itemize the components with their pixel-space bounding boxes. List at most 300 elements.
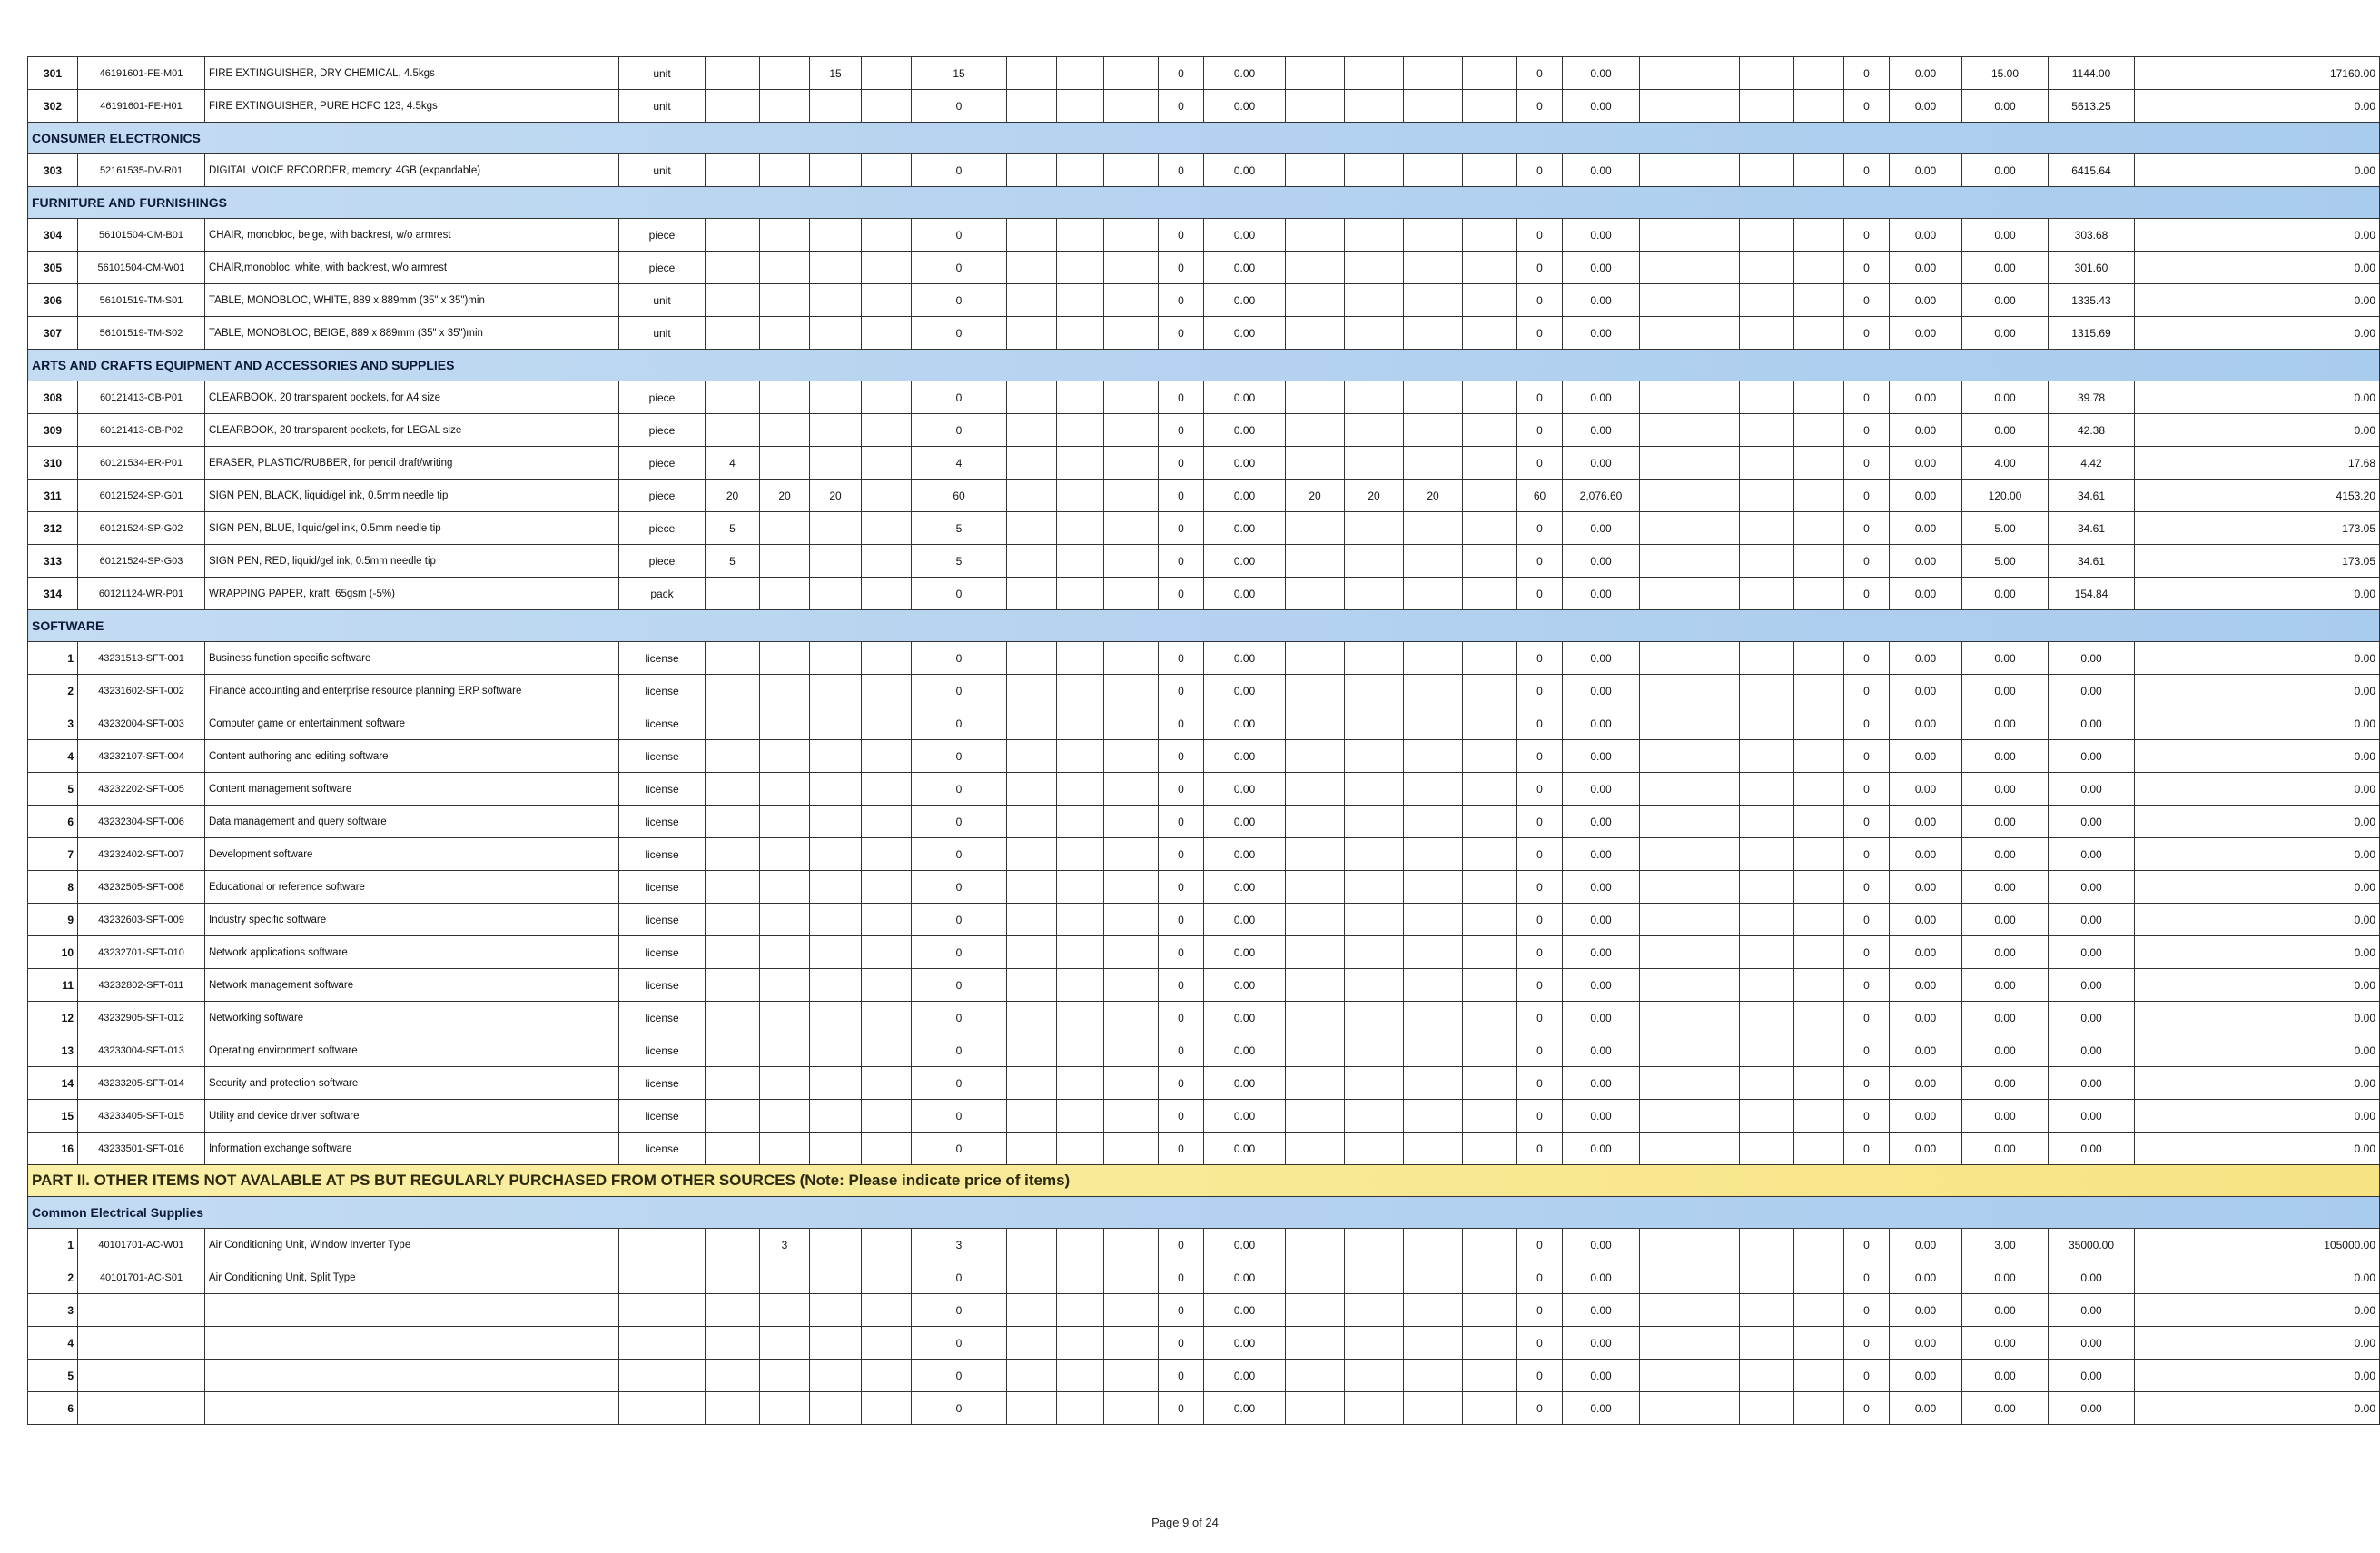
table-row <box>28 1392 2380 1425</box>
cell-b1: 0.00 <box>1204 317 1286 350</box>
cell-code: 43232802-SFT-011 <box>78 969 205 1002</box>
cell-code: 60121124-WR-P01 <box>78 578 205 610</box>
cell-t1: 0 <box>912 1392 1007 1425</box>
cell-q3 <box>810 1294 862 1327</box>
cell-t3: 0 <box>1517 414 1563 447</box>
cell-q2 <box>760 1261 810 1294</box>
cell-b4: 0.00 <box>1890 1100 1962 1133</box>
cell-r1: 0 <box>1159 447 1204 480</box>
table-row <box>28 1034 2380 1067</box>
cell-qty: 0.00 <box>1962 1392 2049 1425</box>
cell-t1: 0 <box>912 317 1007 350</box>
cell-q2 <box>760 219 810 252</box>
cell-unit <box>619 1392 706 1425</box>
cell-q6 <box>1345 740 1404 773</box>
cell-x5 <box>1694 252 1740 284</box>
cell-q1 <box>706 740 760 773</box>
cell-q6 <box>1345 57 1404 90</box>
cell-unit <box>619 1360 706 1392</box>
cell-x5 <box>1694 1360 1740 1392</box>
cell-code: 40101701-AC-S01 <box>78 1261 205 1294</box>
cell-r1: 0 <box>1159 1133 1204 1165</box>
cell-x5 <box>1694 512 1740 545</box>
cell-q5 <box>1286 578 1345 610</box>
cell-b1: 0.00 <box>1204 57 1286 90</box>
cell-q1 <box>706 675 760 707</box>
cell-t4: 0 <box>1844 773 1890 806</box>
cell-q8 <box>1463 252 1517 284</box>
cell-b4: 0.00 <box>1890 1229 1962 1261</box>
cell-q1 <box>706 90 760 123</box>
cell-q8 <box>1463 219 1517 252</box>
cell-t4: 0 <box>1844 90 1890 123</box>
cell-q4 <box>862 252 912 284</box>
cell-x5 <box>1694 936 1740 969</box>
cell-x7 <box>1794 904 1844 936</box>
cell-t1: 60 <box>912 480 1007 512</box>
cell-unit: license <box>619 1100 706 1133</box>
table-row <box>28 1067 2380 1100</box>
cell-x4 <box>1640 512 1694 545</box>
cell-x7 <box>1794 1360 1844 1392</box>
cell-x1 <box>1007 707 1057 740</box>
cell-x6 <box>1740 90 1794 123</box>
cell-t4: 0 <box>1844 414 1890 447</box>
cell-x6 <box>1740 1229 1794 1261</box>
cell-total: 0.00 <box>2135 90 2380 123</box>
cell-price: 0.00 <box>2049 1100 2135 1133</box>
cell-b4: 0.00 <box>1890 707 1962 740</box>
cell-unit: piece <box>619 447 706 480</box>
table-row <box>28 545 2380 578</box>
cell-q6 <box>1345 707 1404 740</box>
cell-qty: 0.00 <box>1962 707 2049 740</box>
table-row <box>28 806 2380 838</box>
cell-x2 <box>1057 1067 1104 1100</box>
table-row <box>28 838 2380 871</box>
cell-code: 43231602-SFT-002 <box>78 675 205 707</box>
cell-t3: 0 <box>1517 1100 1563 1133</box>
cell-x5 <box>1694 447 1740 480</box>
cell-total: 0.00 <box>2135 675 2380 707</box>
cell-q1 <box>706 838 760 871</box>
cell-unit: piece <box>619 512 706 545</box>
cell-x3 <box>1104 154 1159 187</box>
cell-q6 <box>1345 1133 1404 1165</box>
cell-q7 <box>1404 1294 1463 1327</box>
cell-x5 <box>1694 838 1740 871</box>
cell-q3 <box>810 936 862 969</box>
cell-desc: Air Conditioning Unit, Split Type <box>205 1261 619 1294</box>
cell-no: 303 <box>28 154 78 187</box>
cell-t4: 0 <box>1844 1002 1890 1034</box>
cell-no: 301 <box>28 57 78 90</box>
cell-t4: 0 <box>1844 838 1890 871</box>
cell-t1: 0 <box>912 414 1007 447</box>
cell-x2 <box>1057 1229 1104 1261</box>
cell-desc: Networking software <box>205 1002 619 1034</box>
cell-unit: license <box>619 936 706 969</box>
cell-q8 <box>1463 969 1517 1002</box>
cell-price: 6415.64 <box>2049 154 2135 187</box>
cell-total: 0.00 <box>2135 317 2380 350</box>
cell-b4: 0.00 <box>1890 252 1962 284</box>
cell-q4 <box>862 1360 912 1392</box>
cell-t4: 0 <box>1844 545 1890 578</box>
table-row <box>28 1327 2380 1360</box>
cell-q1 <box>706 1360 760 1392</box>
cell-x6 <box>1740 642 1794 675</box>
cell-b3: 0.00 <box>1563 1067 1640 1100</box>
cell-x7 <box>1794 578 1844 610</box>
cell-total: 0.00 <box>2135 740 2380 773</box>
table-row <box>28 740 2380 773</box>
cell-q1 <box>706 1327 760 1360</box>
cell-x1 <box>1007 1002 1057 1034</box>
cell-q2 <box>760 1327 810 1360</box>
cell-q3 <box>810 838 862 871</box>
cell-price: 0.00 <box>2049 1360 2135 1392</box>
category-label: CONSUMER ELECTRONICS <box>28 123 2380 154</box>
cell-x4 <box>1640 219 1694 252</box>
cell-unit: pack <box>619 578 706 610</box>
cell-q2 <box>760 904 810 936</box>
cell-q5 <box>1286 740 1345 773</box>
cell-x2 <box>1057 904 1104 936</box>
cell-b1: 0.00 <box>1204 675 1286 707</box>
table-row <box>28 57 2380 90</box>
cell-x1 <box>1007 512 1057 545</box>
cell-x5 <box>1694 90 1740 123</box>
cell-q4 <box>862 1392 912 1425</box>
cell-q6 <box>1345 381 1404 414</box>
cell-q4 <box>862 707 912 740</box>
cell-code: 43231513-SFT-001 <box>78 642 205 675</box>
cell-q6 <box>1345 1229 1404 1261</box>
cell-x2 <box>1057 773 1104 806</box>
cell-q2 <box>760 936 810 969</box>
cell-b1: 0.00 <box>1204 871 1286 904</box>
cell-x6 <box>1740 871 1794 904</box>
cell-t4: 0 <box>1844 740 1890 773</box>
cell-t3: 0 <box>1517 447 1563 480</box>
cell-q7 <box>1404 57 1463 90</box>
cell-x1 <box>1007 578 1057 610</box>
cell-x2 <box>1057 317 1104 350</box>
cell-q8 <box>1463 381 1517 414</box>
cell-t4: 0 <box>1844 936 1890 969</box>
table-row <box>28 1294 2380 1327</box>
cell-price: 0.00 <box>2049 969 2135 1002</box>
cell-x4 <box>1640 773 1694 806</box>
cell-b1: 0.00 <box>1204 838 1286 871</box>
cell-qty: 0.00 <box>1962 1294 2049 1327</box>
cell-q6 <box>1345 1294 1404 1327</box>
cell-q4 <box>862 480 912 512</box>
cell-r1: 0 <box>1159 90 1204 123</box>
cell-q3 <box>810 707 862 740</box>
cell-no: 9 <box>28 904 78 936</box>
cell-no: 8 <box>28 871 78 904</box>
cell-t3: 0 <box>1517 317 1563 350</box>
cell-x3 <box>1104 414 1159 447</box>
cell-b4: 0.00 <box>1890 642 1962 675</box>
cell-x7 <box>1794 317 1844 350</box>
cell-x3 <box>1104 1392 1159 1425</box>
cell-x1 <box>1007 284 1057 317</box>
cell-x4 <box>1640 1034 1694 1067</box>
cell-price: 34.61 <box>2049 512 2135 545</box>
cell-q3 <box>810 447 862 480</box>
cell-t1: 0 <box>912 381 1007 414</box>
cell-x7 <box>1794 740 1844 773</box>
cell-q8 <box>1463 675 1517 707</box>
cell-unit: piece <box>619 480 706 512</box>
cell-no: 310 <box>28 447 78 480</box>
cell-x3 <box>1104 317 1159 350</box>
cell-x5 <box>1694 480 1740 512</box>
cell-r1: 0 <box>1159 1100 1204 1133</box>
cell-q1 <box>706 806 760 838</box>
cell-desc: Content authoring and editing software <box>205 740 619 773</box>
cell-x4 <box>1640 414 1694 447</box>
cell-x3 <box>1104 284 1159 317</box>
cell-x3 <box>1104 1261 1159 1294</box>
cell-unit <box>619 1327 706 1360</box>
cell-x2 <box>1057 642 1104 675</box>
cell-x6 <box>1740 578 1794 610</box>
cell-q3 <box>810 773 862 806</box>
cell-unit: license <box>619 1067 706 1100</box>
cell-t3: 0 <box>1517 1261 1563 1294</box>
cell-t3: 0 <box>1517 707 1563 740</box>
cell-q7 <box>1404 317 1463 350</box>
cell-b1: 0.00 <box>1204 969 1286 1002</box>
cell-desc <box>205 1327 619 1360</box>
cell-x7 <box>1794 381 1844 414</box>
cell-q5 <box>1286 284 1345 317</box>
cell-desc: Network applications software <box>205 936 619 969</box>
cell-r1: 0 <box>1159 969 1204 1002</box>
cell-q1 <box>706 1100 760 1133</box>
cell-q8 <box>1463 480 1517 512</box>
cell-no: 312 <box>28 512 78 545</box>
cell-q7 <box>1404 969 1463 1002</box>
cell-q3 <box>810 219 862 252</box>
cell-q6 <box>1345 414 1404 447</box>
cell-b3: 0.00 <box>1563 707 1640 740</box>
cell-x1 <box>1007 447 1057 480</box>
cell-x7 <box>1794 1133 1844 1165</box>
cell-q4 <box>862 284 912 317</box>
cell-q3 <box>810 871 862 904</box>
cell-code: 46191601-FE-H01 <box>78 90 205 123</box>
cell-b3: 0.00 <box>1563 871 1640 904</box>
cell-x5 <box>1694 969 1740 1002</box>
cell-b4: 0.00 <box>1890 1261 1962 1294</box>
cell-q8 <box>1463 1229 1517 1261</box>
cell-x7 <box>1794 57 1844 90</box>
cell-b4: 0.00 <box>1890 480 1962 512</box>
cell-total: 0.00 <box>2135 871 2380 904</box>
cell-total: 4153.20 <box>2135 480 2380 512</box>
cell-q6 <box>1345 578 1404 610</box>
cell-q3 <box>810 578 862 610</box>
cell-b3: 0.00 <box>1563 1392 1640 1425</box>
cell-x2 <box>1057 1034 1104 1067</box>
cell-x2 <box>1057 1133 1104 1165</box>
cell-x5 <box>1694 1002 1740 1034</box>
cell-x3 <box>1104 447 1159 480</box>
cell-q1 <box>706 1133 760 1165</box>
cell-total: 0.00 <box>2135 642 2380 675</box>
cell-q8 <box>1463 904 1517 936</box>
cell-x2 <box>1057 707 1104 740</box>
table-row <box>28 90 2380 123</box>
cell-x3 <box>1104 381 1159 414</box>
cell-t1: 4 <box>912 447 1007 480</box>
cell-b4: 0.00 <box>1890 1002 1962 1034</box>
cell-q2 <box>760 806 810 838</box>
cell-b1: 0.00 <box>1204 1229 1286 1261</box>
cell-t1: 0 <box>912 1034 1007 1067</box>
cell-q3 <box>810 675 862 707</box>
cell-r1: 0 <box>1159 1327 1204 1360</box>
cell-q3 <box>810 1002 862 1034</box>
cell-q1 <box>706 154 760 187</box>
cell-x5 <box>1694 578 1740 610</box>
cell-t4: 0 <box>1844 57 1890 90</box>
cell-x7 <box>1794 806 1844 838</box>
cell-q4 <box>862 969 912 1002</box>
cell-x6 <box>1740 57 1794 90</box>
cell-b3: 0.00 <box>1563 1294 1640 1327</box>
cell-q5 <box>1286 1392 1345 1425</box>
cell-t1: 0 <box>912 838 1007 871</box>
cell-b4: 0.00 <box>1890 773 1962 806</box>
cell-b1: 0.00 <box>1204 1360 1286 1392</box>
cell-x7 <box>1794 545 1844 578</box>
cell-unit: piece <box>619 545 706 578</box>
cell-code: 43232304-SFT-006 <box>78 806 205 838</box>
cell-t3: 0 <box>1517 838 1563 871</box>
cell-q5 <box>1286 806 1345 838</box>
cell-q6 <box>1345 1100 1404 1133</box>
cell-b4: 0.00 <box>1890 1034 1962 1067</box>
cell-x7 <box>1794 838 1844 871</box>
cell-price: 0.00 <box>2049 1294 2135 1327</box>
cell-t1: 0 <box>912 871 1007 904</box>
cell-desc: SIGN PEN, BLUE, liquid/gel ink, 0.5mm needle tip <box>205 512 619 545</box>
cell-x1 <box>1007 1067 1057 1100</box>
cell-b1: 0.00 <box>1204 381 1286 414</box>
cell-q7 <box>1404 806 1463 838</box>
cell-q4 <box>862 642 912 675</box>
cell-q8 <box>1463 806 1517 838</box>
table-row <box>28 675 2380 707</box>
cell-q8 <box>1463 512 1517 545</box>
cell-x1 <box>1007 936 1057 969</box>
cell-x4 <box>1640 936 1694 969</box>
cell-x6 <box>1740 969 1794 1002</box>
cell-t3: 0 <box>1517 219 1563 252</box>
cell-t4: 0 <box>1844 252 1890 284</box>
cell-x1 <box>1007 1261 1057 1294</box>
cell-t4: 0 <box>1844 1392 1890 1425</box>
cell-r1: 0 <box>1159 252 1204 284</box>
items-table <box>27 56 2380 1425</box>
cell-b1: 0.00 <box>1204 480 1286 512</box>
cell-q3 <box>810 252 862 284</box>
cell-q2 <box>760 969 810 1002</box>
cell-q1 <box>706 317 760 350</box>
cell-x3 <box>1104 675 1159 707</box>
cell-b1: 0.00 <box>1204 904 1286 936</box>
table-row <box>28 578 2380 610</box>
cell-q3 <box>810 154 862 187</box>
cell-q8 <box>1463 57 1517 90</box>
cell-q8 <box>1463 1067 1517 1100</box>
cell-total: 0.00 <box>2135 707 2380 740</box>
cell-price: 0.00 <box>2049 675 2135 707</box>
cell-b1: 0.00 <box>1204 414 1286 447</box>
cell-x4 <box>1640 969 1694 1002</box>
cell-q5 <box>1286 154 1345 187</box>
cell-q6 <box>1345 1034 1404 1067</box>
cell-q5 <box>1286 545 1345 578</box>
cell-r1: 0 <box>1159 57 1204 90</box>
category-label: SOFTWARE <box>28 610 2380 642</box>
cell-b1: 0.00 <box>1204 219 1286 252</box>
cell-x1 <box>1007 1034 1057 1067</box>
part-label: PART II. OTHER ITEMS NOT AVALABLE AT PS BUT REGULARLY PURCHASED FROM OTHER SOURCES (Note: Please indicate price of items) <box>28 1165 2380 1197</box>
cell-q3 <box>810 414 862 447</box>
cell-no: 5 <box>28 1360 78 1392</box>
cell-b3: 0.00 <box>1563 154 1640 187</box>
cell-q7 <box>1404 447 1463 480</box>
cell-price: 42.38 <box>2049 414 2135 447</box>
cell-total: 17160.00 <box>2135 57 2380 90</box>
cell-unit: license <box>619 969 706 1002</box>
cell-code: 56101519-TM-S02 <box>78 317 205 350</box>
cell-q2 <box>760 1133 810 1165</box>
cell-x3 <box>1104 871 1159 904</box>
cell-q6 <box>1345 773 1404 806</box>
cell-q3 <box>810 1100 862 1133</box>
category-header-row <box>28 123 2380 154</box>
cell-t4: 0 <box>1844 1327 1890 1360</box>
cell-q8 <box>1463 1261 1517 1294</box>
cell-x3 <box>1104 90 1159 123</box>
cell-x1 <box>1007 1294 1057 1327</box>
cell-x4 <box>1640 381 1694 414</box>
cell-x7 <box>1794 154 1844 187</box>
cell-total: 0.00 <box>2135 381 2380 414</box>
cell-x4 <box>1640 1294 1694 1327</box>
cell-x5 <box>1694 414 1740 447</box>
cell-x7 <box>1794 1392 1844 1425</box>
cell-qty: 0.00 <box>1962 773 2049 806</box>
cell-desc <box>205 1294 619 1327</box>
cell-r1: 0 <box>1159 707 1204 740</box>
cell-q1: 5 <box>706 512 760 545</box>
cell-q2 <box>760 1067 810 1100</box>
cell-x4 <box>1640 447 1694 480</box>
cell-b3: 0.00 <box>1563 1133 1640 1165</box>
cell-code: 43232402-SFT-007 <box>78 838 205 871</box>
cell-desc: DIGITAL VOICE RECORDER, memory: 4GB (expandable) <box>205 154 619 187</box>
table-row <box>28 480 2380 512</box>
